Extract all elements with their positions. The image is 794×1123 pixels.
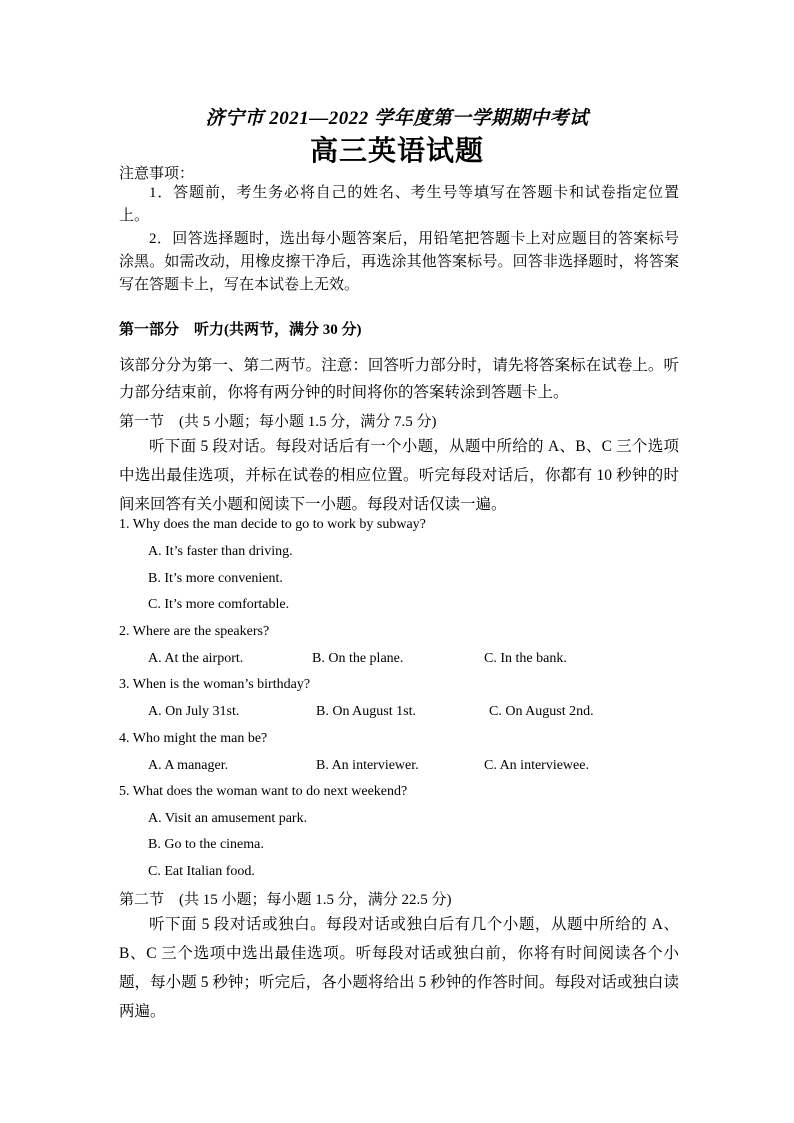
section2-directions: 听下面 5 段对话或独白。每段对话或独白后有几个小题，从题中所给的 A、B、C 三个选项中选出最佳选项。听每段对话或独白前，你将有时间阅读各个小题，每小题 5 秒钟；听完后，各小题将给出 5 秒钟的作答时间。每段对话或独白读两遍。 [119,916,679,1020]
question-3-option-c: C. On August 2nd. [489,704,594,719]
exam-title: 济宁市 2021—2022 学年度第一学期期中考试 [205,108,589,129]
question-1-stem: 1. Why does the man decide to go to work by subway? [119,517,426,532]
section1-heading: 第一节 (共 5 小题；每小题 1.5 分，满分 7.5 分) [119,414,437,430]
notice-heading: 注意事项： [119,166,195,182]
question-1-option-c: C. It’s more comfortable. [148,597,290,612]
question-4-option-b: B. An interviewer. [316,758,419,773]
notice-item-1: 1．答题前，考生务必将自己的姓名、考生号等填写在答题卡和试卷指定位置上。 [119,185,679,224]
part1-description: 该部分分为第一、第二两节。注意：回答听力部分时，请先将答案标在试卷上。听力部分结束前，你将有两分钟的时间将你的答案转涂到答题卡上。 [119,357,679,401]
subject-title: 高三英语试题 [309,134,484,167]
question-2-stem: 2. Where are the speakers? [119,624,270,639]
question-2-option-a: A. At the airport. [148,651,244,666]
section1-directions: 听下面 5 段对话。每段对话后有一个小题，从题中所给的 A、B、C 三个选项中选出最佳选项，并标在试卷的相应位置。听完每段对话后，你都有 10 秒钟的时间来回答有关小题和阅读下一小题。每段对话仅读一遍。 [119,438,679,513]
question-3-option-b: B. On August 1st. [316,704,416,719]
question-1-option-a: A. It’s faster than driving. [148,544,293,559]
notice-item-2: 2．回答选择题时，选出每小题答案后，用铅笔把答题卡上对应题目的答案标号涂黑。如需改动，用橡皮擦干净后，再选涂其他答案标号。回答非选择题时，将答案写在答题卡上，写在本试卷上无效。 [119,231,679,293]
question-5-option-c: C. Eat Italian food. [148,864,255,879]
question-4-option-c: C. An interviewee. [484,758,589,773]
question-3-stem: 3. When is the woman’s birthday? [119,677,311,692]
question-5-option-a: A. Visit an amusement park. [148,811,308,826]
question-4-stem: 4. Who might the man be? [119,731,268,746]
question-2-option-b: B. On the plane. [312,651,404,666]
question-2-option-c: C. In the bank. [484,651,567,666]
question-1-option-b: B. It’s more convenient. [148,571,283,586]
question-5-option-b: B. Go to the cinema. [148,837,264,852]
section2-heading: 第二节 (共 15 小题；每小题 1.5 分，满分 22.5 分) [119,892,452,908]
question-4-option-a: A. A manager. [148,758,229,773]
part1-heading: 第一部分 听力(共两节，满分 30 分) [119,322,362,338]
question-3-option-a: A. On July 31st. [148,704,240,719]
question-5-stem: 5. What does the woman want to do next weekend? [119,784,408,799]
